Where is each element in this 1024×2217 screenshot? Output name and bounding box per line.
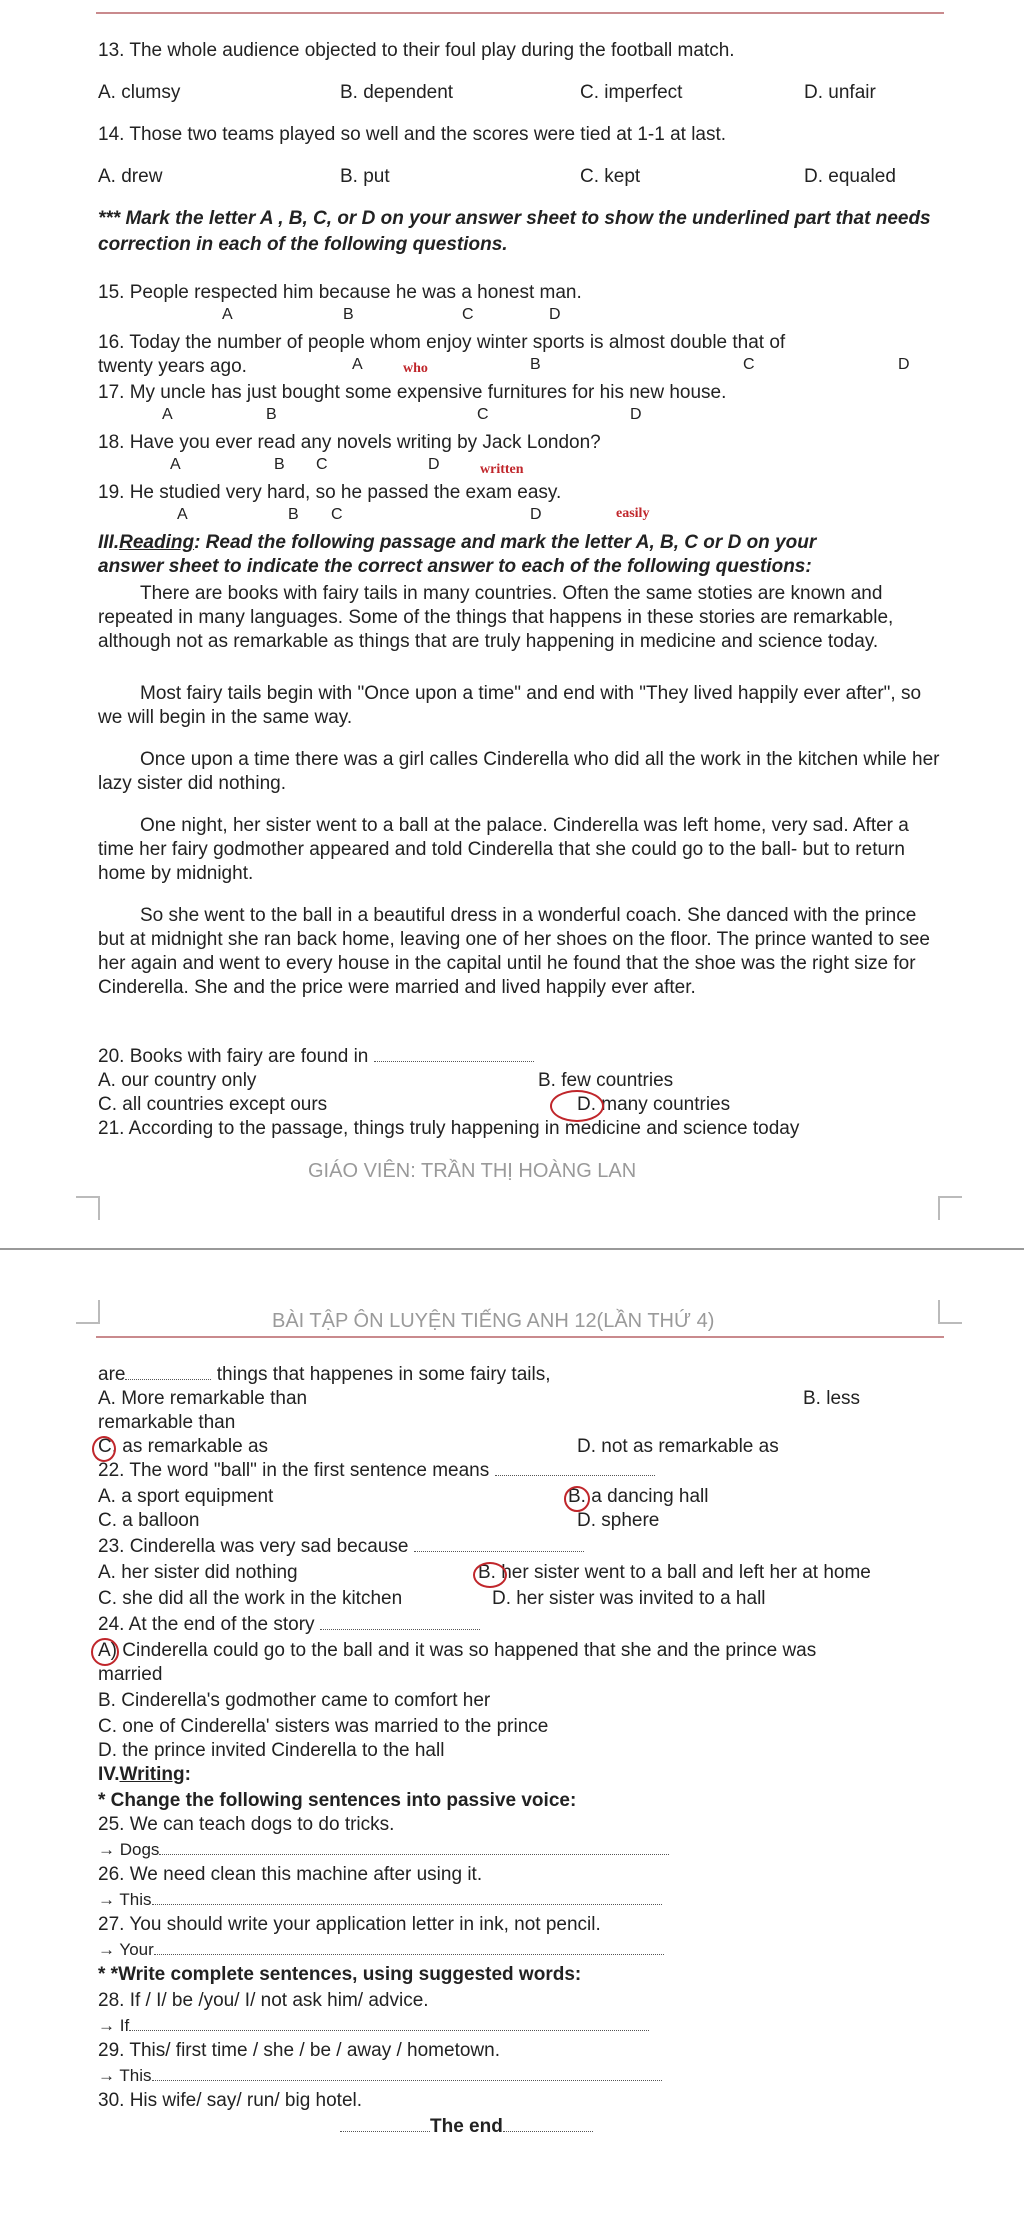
q30-stem: 30. His wife/ say/ run/ big hotel. [98, 2090, 363, 2111]
q25-answer [98, 1840, 669, 1860]
q23-option-d: D. her sister was invited to a hall [492, 1588, 766, 1609]
q27-answer [98, 1940, 664, 1960]
q21-cont-word: are [98, 1364, 126, 1385]
q26-answer-line [152, 1904, 662, 1905]
q14-option-a: A. drew [98, 166, 163, 187]
q25-start: → Dogs [98, 1840, 160, 1859]
q29-start: → This [98, 2066, 152, 2085]
q18-correction: written [480, 462, 524, 477]
answer-circle-q21 [92, 1436, 116, 1462]
q19-letter-a: A [177, 506, 188, 523]
reading-heading-word: Reading [119, 532, 195, 553]
complete-instruction: * *Write complete sentences, using suggested words: [98, 1964, 582, 1985]
reading-heading-line2: answer sheet to indicate the correct answer to each of the following questions: [98, 556, 812, 577]
passive-instruction: * Change the following sentences into passive voice: [98, 1790, 577, 1811]
q16-letter-b: B [530, 356, 541, 373]
page-corner-mark [76, 1300, 100, 1324]
q19-letter-d: D [530, 506, 542, 523]
q20-stem [98, 1046, 534, 1068]
q22-stem-text: 22. The word "ball" in the first sentence means [98, 1460, 490, 1481]
q29-answer-line [152, 2080, 662, 2081]
q29-stem: 29. This/ first time / she / be / away / hometown. [98, 2040, 500, 2061]
q18-letter-b: B [274, 456, 285, 473]
q26-start: → This [98, 1890, 152, 1909]
passage-paragraph-2: Most fairy tails begin with "Once upon a time" and end with "They lived happily ever after", so we will begin in the same way. [98, 683, 922, 728]
q22-option-a: A. a sport equipment [98, 1486, 274, 1507]
q21-option-b: B. less [803, 1388, 861, 1409]
reading-heading-prefix: III. [98, 532, 120, 553]
q28-stem: 28. If / I/ be /you/ I/ not ask him/ advice. [98, 1990, 429, 2011]
q15-letter-a: A [222, 306, 233, 323]
q23-blank [414, 1551, 584, 1552]
header-rule [96, 1336, 944, 1338]
q24-option-c: C. one of Cinderella' sisters was married to the prince [98, 1716, 549, 1737]
q29-answer [98, 2066, 662, 2086]
q25-stem: 25. We can teach dogs to do tricks. [98, 1814, 395, 1835]
q23-option-b: B. her sister went to a ball and left her at home [478, 1562, 871, 1583]
q24-option-b: B. Cinderella's godmother came to comfort her [98, 1690, 491, 1711]
q17-letter-a: A [162, 406, 173, 423]
passage-paragraph-3: Once upon a time there was a girl calles Cinderella who did all the work in the kitchen while her lazy sister did nothing. [98, 749, 940, 794]
q16-letter-d: D [898, 356, 910, 373]
q20-blank [374, 1061, 534, 1062]
q16-letter-c: C [743, 356, 755, 373]
q21-stem: 21. According to the passage, things truly happening in medicine and science today [98, 1118, 800, 1139]
q16-correction: who [403, 361, 428, 376]
q14-option-c: C. kept [580, 166, 641, 187]
q18-letter-c: C [316, 456, 328, 473]
q19-letter-c: C [331, 506, 343, 523]
q24-option-d: D. the prince invited Cinderella to the hall [98, 1740, 445, 1761]
reading-heading [98, 532, 816, 554]
q26-answer [98, 1890, 662, 1910]
writing-heading-word: Writing [119, 1764, 185, 1785]
q22-option-d: D. sphere [577, 1510, 660, 1531]
q21-option-d: D. not as remarkable as [577, 1436, 779, 1457]
q24-stem-text: 24. At the end of the story [98, 1614, 315, 1635]
q20-option-d: D. many countries [577, 1094, 731, 1115]
q16-letter-a: A [352, 356, 363, 373]
writing-heading [98, 1764, 191, 1786]
q22-stem [98, 1460, 655, 1482]
q27-start: → Your [98, 1940, 154, 1959]
q22-option-b: B. a dancing hall [568, 1486, 709, 1507]
q28-answer-line [129, 2030, 649, 2031]
q16-text: 16. Today the number of people whom enjoy winter sports is almost double that of [98, 332, 786, 353]
q14-stem: 14. Those two teams played so well and the scores were tied at 1-1 at last. [98, 124, 727, 145]
q24-option-a: A) Cinderella could go to the ball and it was so happened that she and the prince was [98, 1640, 817, 1661]
q28-start: → If [98, 2016, 130, 2035]
q13-option-c: C. imperfect [580, 82, 683, 103]
q13-stem: 13. The whole audience objected to their foul play during the football match. [98, 40, 735, 61]
answer-circle-q22 [564, 1486, 590, 1512]
q23-stem-text: 23. Cinderella was very sad because [98, 1536, 409, 1557]
q21-cont-rest: things that happenes in some fairy tails, [211, 1364, 551, 1385]
q21-option-c: C. as remarkable as [98, 1436, 269, 1457]
page-corner-mark [76, 1196, 100, 1220]
q20-option-a: A. our country only [98, 1070, 257, 1091]
q21-cont [98, 1364, 551, 1386]
the-end [340, 2116, 593, 2138]
q25-answer-line [159, 1854, 669, 1855]
writing-heading-colon: : [184, 1764, 191, 1785]
q13-option-a: A. clumsy [98, 82, 181, 103]
q21-option-a: A. More remarkable than [98, 1388, 308, 1409]
q19-text: 19. He studied very hard, so he passed the exam easy. [98, 482, 562, 503]
q22-option-c: C. a balloon [98, 1510, 200, 1531]
q27-answer-line [154, 1954, 664, 1955]
q17-text: 17. My uncle has just bought some expensive furnitures for his new house. [98, 382, 727, 403]
q13-option-b: B. dependent [340, 82, 454, 103]
q23-stem [98, 1536, 584, 1558]
q14-option-b: B. put [340, 166, 390, 187]
q17-letter-d: D [630, 406, 642, 423]
q26-stem: 26. We need clean this machine after using it. [98, 1864, 483, 1885]
answer-circle-q23 [473, 1562, 507, 1588]
q15-text: 15. People respected him because he was a honest man. [98, 282, 582, 303]
q15-letter-c: C [462, 306, 474, 323]
page-separator [0, 1248, 1024, 1250]
q13-option-d: D. unfair [804, 82, 876, 103]
the-end-line-right [503, 2131, 593, 2132]
q14-option-d: D. equaled [804, 166, 896, 187]
reading-heading-rest: : Read the following passage and mark the letter A, B, C or D on your [194, 532, 817, 553]
q20-option-b: B. few countries [538, 1070, 674, 1091]
q27-stem: 27. You should write your application letter in ink, not pencil. [98, 1914, 601, 1935]
header-rule [96, 12, 944, 14]
q24-option-a-cont: married [98, 1664, 163, 1685]
page-corner-mark [938, 1196, 962, 1220]
q17-letter-b: B [266, 406, 277, 423]
page-corner-mark [938, 1300, 962, 1324]
q19-correction: easily [616, 506, 650, 521]
q17-letter-c: C [477, 406, 489, 423]
q28-answer [98, 2016, 649, 2036]
q23-option-c: C. she did all the work in the kitchen [98, 1588, 403, 1609]
q15-letter-d: D [549, 306, 561, 323]
q21-blank [125, 1379, 211, 1380]
q22-blank [495, 1475, 655, 1476]
the-end-line-left [340, 2131, 430, 2132]
passage-paragraph-5: So she went to the ball in a beautiful dress in a wonderful coach. She danced with the prince but at midnight she ran back home, leaving one of her shoes on the floor. The prince wanted to see her again and went to every house in the capital until he found that the shoe was the right size for Cinderella. She and the price were married and lived happily ever after. [98, 905, 930, 998]
q16-cont: twenty years ago. [98, 356, 247, 377]
writing-heading-prefix: IV. [98, 1764, 120, 1785]
q18-letter-d: D [428, 456, 440, 473]
passage-paragraph-4: One night, her sister went to a ball at the palace. Cinderella was left home, very sad. After a time her fairy godmother appeared and told Cinderella that she could go to the ball- but to return home by midnight. [98, 815, 909, 884]
q24-blank [320, 1629, 480, 1630]
passage-paragraph-1: There are books with fairy tails in many countries. Often the same stoties are known and repeated in many languages. Some of the things that happens in these stories are remarkable, although not as remarkable as things that are truly happening in medicine and science today. [98, 583, 894, 652]
q18-text: 18. Have you ever read any novels writing by Jack London? [98, 432, 601, 453]
q24-stem [98, 1614, 480, 1636]
q18-letter-a: A [170, 456, 181, 473]
page1-footer: GIÁO VIÊN: TRẦN THỊ HOÀNG LAN [308, 1160, 637, 1182]
page2-header: BÀI TẬP ÔN LUYỆN TIẾNG ANH 12(LẦN THỨ 4) [272, 1310, 715, 1332]
correction-instruction: *** Mark the letter A , B, C, or D on your answer sheet to show the underlined part that needs correction in each of the following questions. [98, 208, 931, 255]
q15-letter-b: B [343, 306, 354, 323]
q19-letter-b: B [288, 506, 299, 523]
the-end-text: The end [430, 2116, 503, 2137]
q21-option-b-cont: remarkable than [98, 1412, 236, 1433]
q20-option-c: C. all countries except ours [98, 1094, 328, 1115]
answer-circle-q24 [91, 1638, 119, 1666]
q23-option-a: A. her sister did nothing [98, 1562, 298, 1583]
q20-stem-text: 20. Books with fairy are found in [98, 1046, 369, 1067]
